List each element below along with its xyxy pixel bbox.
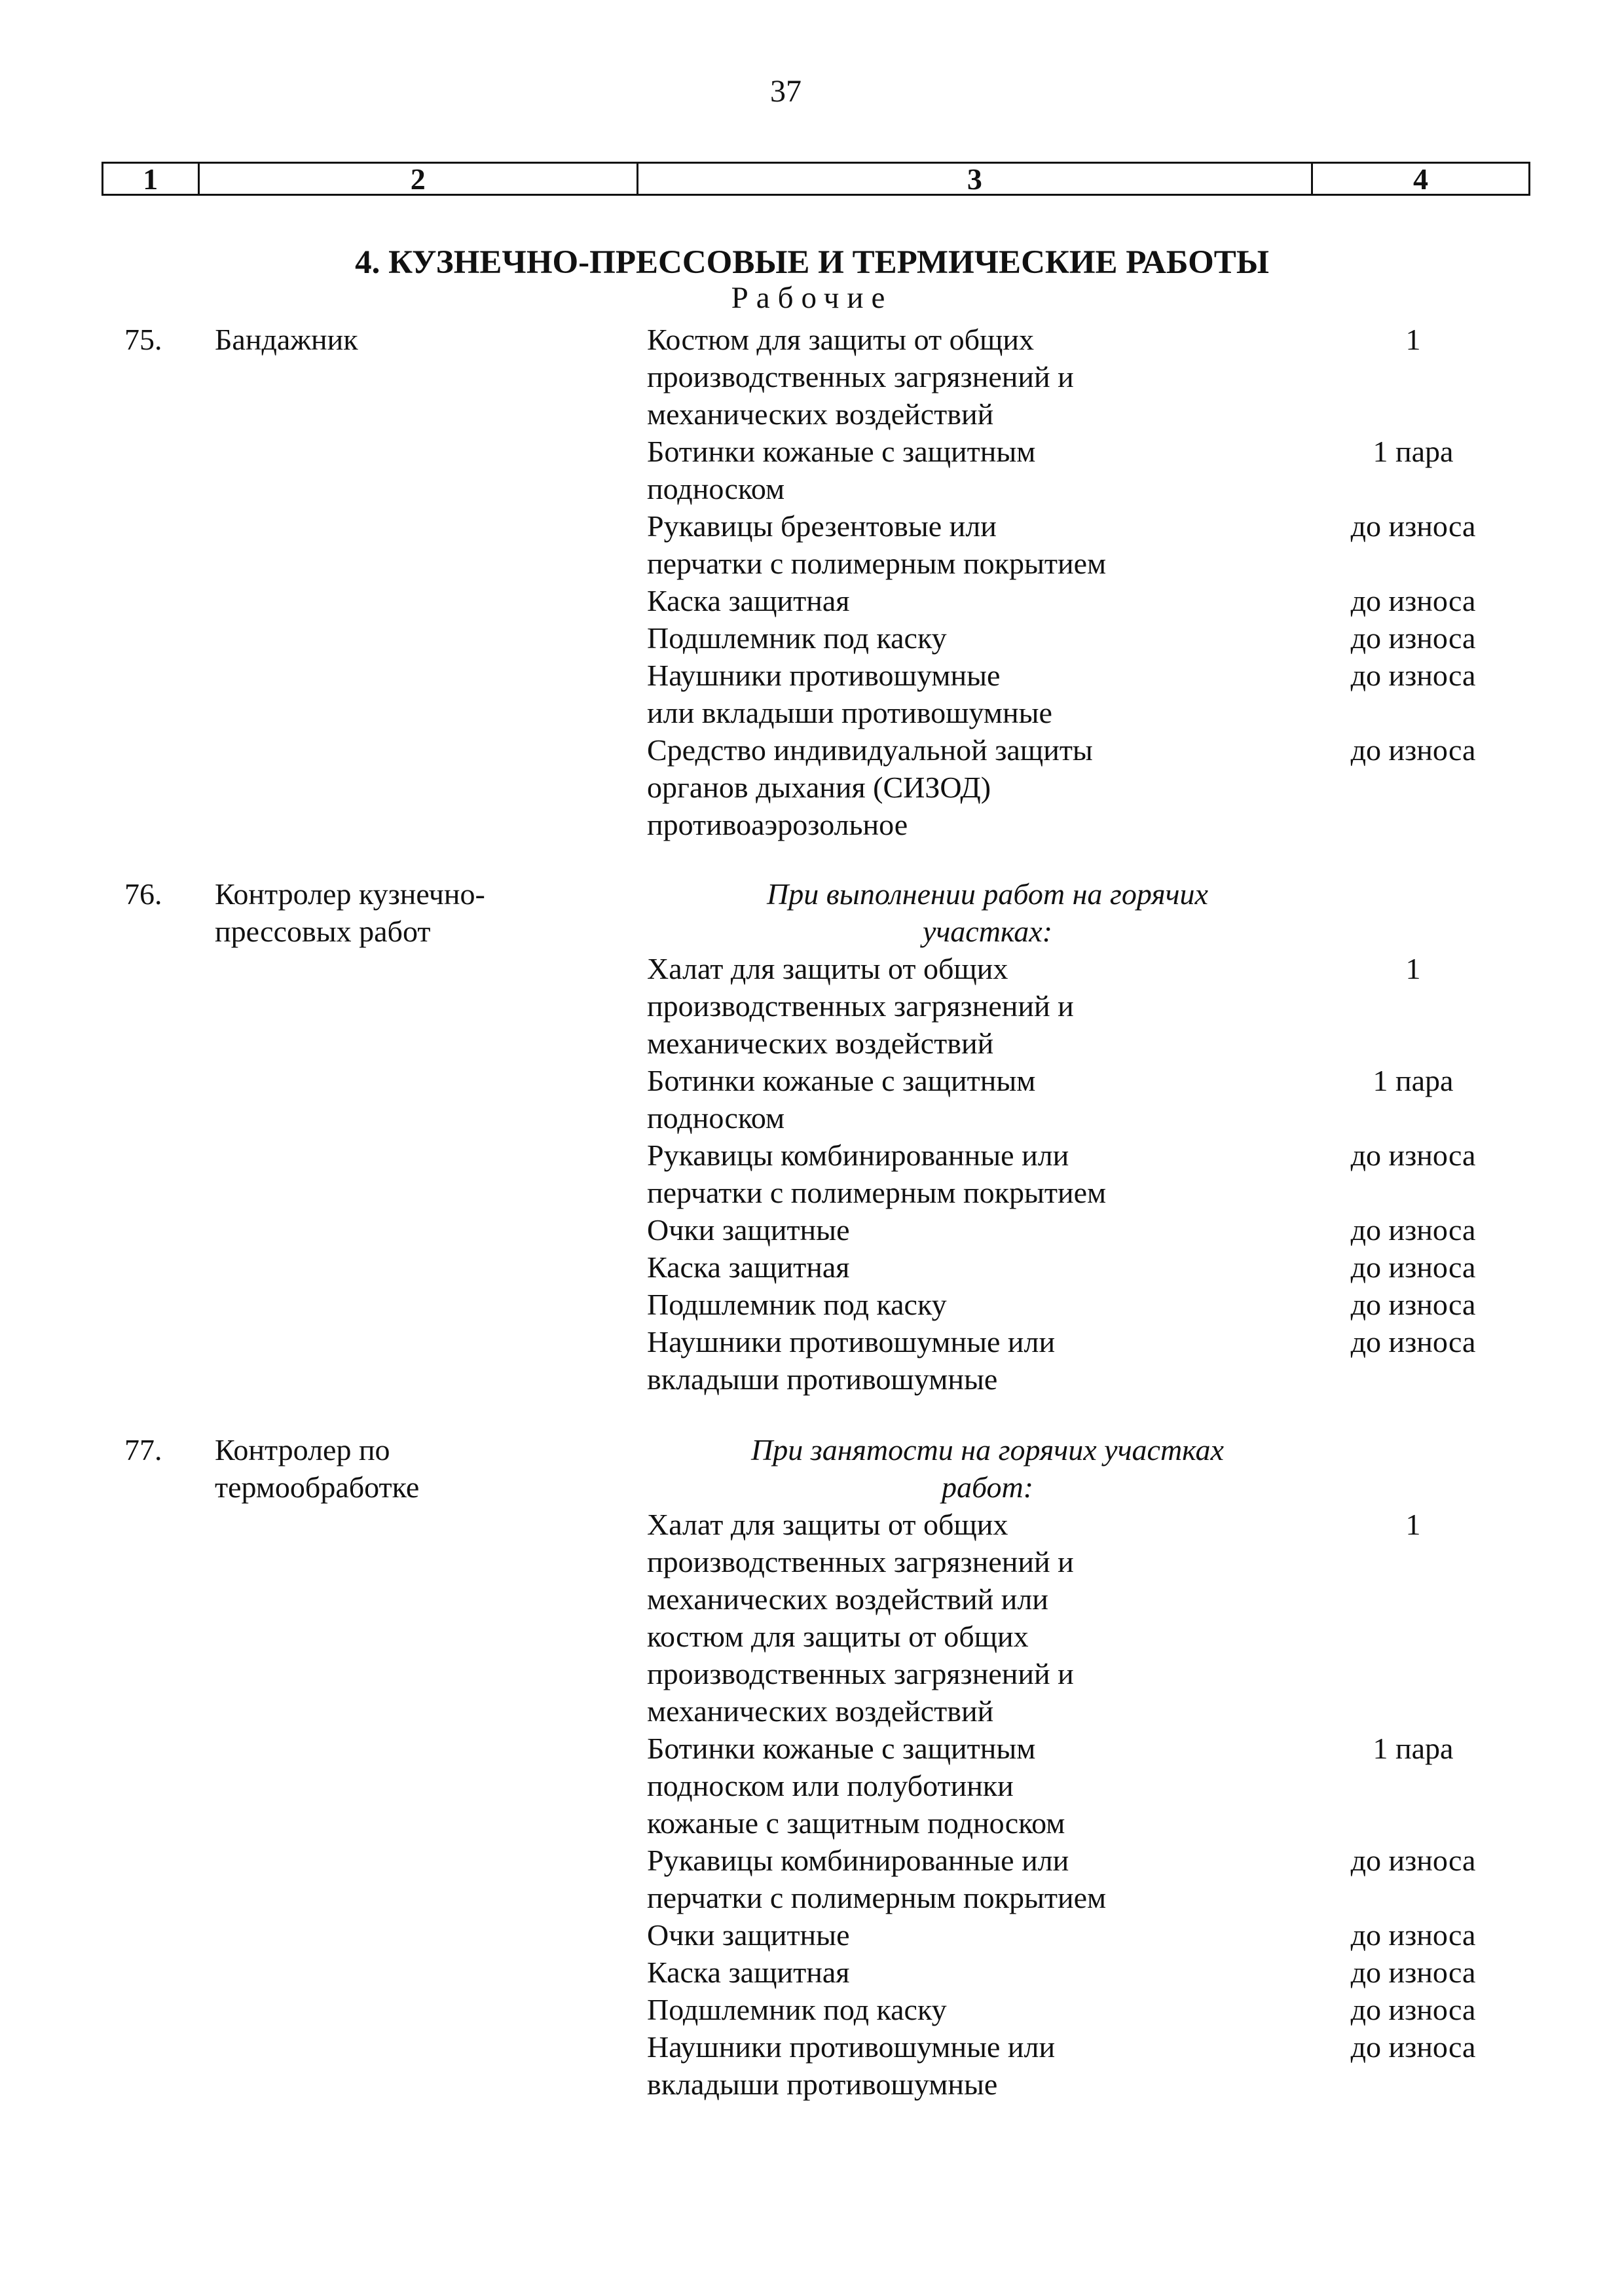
item-quantity: до износа [1350,659,1476,692]
item-name [647,1211,1302,1248]
item-line: Рукавицы комбинированные или [647,1139,1069,1172]
item-line: механических воздействий [647,1694,994,1728]
list-item [647,657,1524,731]
item-name [647,1916,1302,1954]
item-name [647,2028,1302,2103]
entry-number: 77. [124,1433,162,1467]
list-item [647,1506,1524,1730]
item-quantity: 1 пара [1373,435,1454,468]
item-line: Ботинки кожаные с защитным [647,1732,1036,1765]
list-item [647,1248,1524,1286]
list-item [647,1842,1524,1916]
item-quantity: 1 пара [1373,1064,1454,1097]
list-item [647,1730,1524,1842]
item-line: органов дыхания (СИЗОД) [647,771,991,804]
list-item [647,1916,1524,1954]
item-name [647,731,1302,843]
list-item [647,582,1524,619]
item-name [647,1954,1302,1991]
item-name [647,582,1302,619]
list-item [647,2028,1524,2103]
list-item [647,619,1524,657]
item-line: механических воздействий [647,1027,994,1060]
item-line: перчатки с полимерным покрытием [647,1176,1107,1209]
item-line: Наушники противошумные [647,659,1001,692]
list-item [647,1991,1524,2028]
item-name [647,321,1302,433]
item-quantity: до износа [1350,2030,1476,2064]
item-name [647,1842,1302,1916]
item-quantity: до износа [1350,1139,1476,1172]
list-item [647,321,1524,433]
item-line: противоаэрозольное [647,808,908,841]
entry-number: 75. [124,323,162,356]
item-line: Рукавицы брезентовые или [647,509,997,543]
condition-note [647,1431,1328,1506]
note-line: При выполнении работ на горячих [767,877,1208,911]
ppe-items [647,875,1524,1398]
item-name [647,950,1302,1062]
column-header-4: 4 [1412,162,1428,196]
item-line: костюм для защиты от общих [647,1620,1029,1653]
item-line: перчатки с полимерным покрытием [647,547,1107,580]
item-line: Каска защитная [647,1250,850,1284]
item-line: Подшлемник под каску [647,1993,947,2026]
item-line: Наушники противошумные или [647,1325,1056,1358]
item-line: механических воздействий или [647,1582,1048,1616]
list-item [647,433,1524,507]
item-quantity: до износа [1350,1993,1476,2026]
item-name [647,1730,1302,1842]
item-line: производственных загрязнений и [647,1657,1074,1690]
section-subtitle: Рабочие [731,281,893,315]
item-quantity: до износа [1350,621,1476,655]
item-name [647,1248,1302,1286]
list-item [647,950,1524,1062]
column-header-row [101,162,1530,196]
list-item [647,1286,1524,1323]
item-name [647,1137,1302,1211]
note-line: участках: [922,915,1053,948]
item-line: Халат для защиты от общих [647,1508,1008,1541]
item-quantity: до износа [1350,1250,1476,1284]
column-header-2: 2 [200,164,638,194]
item-line: механических воздействий [647,397,994,431]
item-name [647,507,1302,582]
ppe-items [647,1431,1524,2103]
item-quantity: до износа [1350,1325,1476,1358]
item-name [647,1062,1302,1137]
list-item [647,1137,1524,1211]
profession-name [215,875,621,950]
item-line: Костюм для защиты от общих [647,323,1035,356]
list-item [647,731,1524,843]
item-quantity: до износа [1350,1844,1476,1877]
item-quantity: до износа [1350,1213,1476,1247]
item-quantity: до износа [1350,733,1476,767]
item-line: вкладыши противошумные [647,2068,998,2101]
item-name [647,433,1302,507]
item-line: Подшлемник под каску [647,1288,947,1321]
item-line: Каска защитная [647,1956,850,1989]
section-title: 4. КУЗНЕЧНО-ПРЕССОВЫЕ И ТЕРМИЧЕСКИЕ РАБОТЫ [355,244,1269,281]
item-line: Ботинки кожаные с защитным [647,435,1036,468]
item-line: вкладыши противошумные [647,1362,998,1396]
item-line: производственных загрязнений и [647,1545,1074,1578]
item-quantity: 1 [1405,952,1421,985]
item-line: Подшлемник под каску [647,621,947,655]
item-line: кожаные с защитным подноском [647,1806,1065,1840]
item-line: подноском [647,1101,785,1135]
item-line: производственных загрязнений и [647,360,1074,393]
list-item [647,1954,1524,1991]
profession-line: термообработке [215,1470,420,1504]
item-line: или вкладыши противошумные [647,696,1052,729]
item-name [647,1323,1302,1398]
note-line: При занятости на горячих участках [751,1433,1224,1467]
item-name [647,657,1302,731]
item-name [647,1286,1302,1323]
condition-note [647,875,1328,950]
ppe-items [647,321,1524,843]
page-number: 37 [770,74,802,109]
column-header-1: 1 [103,164,200,194]
item-line: Каска защитная [647,584,850,617]
item-quantity: до износа [1350,1918,1476,1952]
list-item [647,1062,1524,1137]
item-line: Халат для защиты от общих [647,952,1008,985]
item-line: Наушники противошумные или [647,2030,1056,2064]
entry-number: 76. [124,877,162,911]
column-header-3: 3 [638,164,1313,194]
item-quantity: 1 [1405,323,1421,356]
item-line: Очки защитные [647,1213,850,1247]
item-line: Ботинки кожаные с защитным [647,1064,1036,1097]
profession-line: Бандажник [215,323,358,356]
item-line: Средство индивидуальной защиты [647,733,1093,767]
item-line: подноском [647,472,785,505]
item-name [647,619,1302,657]
profession-name [215,1431,621,1506]
item-name [647,1506,1302,1730]
list-item [647,507,1524,582]
profession-line: прессовых работ [215,915,431,948]
list-item [647,1323,1524,1398]
profession-name [215,321,621,358]
item-quantity: до износа [1350,1956,1476,1989]
item-quantity: до износа [1350,584,1476,617]
item-line: перчатки с полимерным покрытием [647,1881,1107,1914]
item-line: производственных загрязнений и [647,989,1074,1023]
item-name [647,1991,1302,2028]
profession-line: Контролер кузнечно- [215,877,485,911]
item-line: Рукавицы комбинированные или [647,1844,1069,1877]
note-line: работ: [941,1470,1034,1504]
profession-line: Контролер по [215,1433,390,1467]
list-item [647,1211,1524,1248]
item-quantity: до износа [1350,509,1476,543]
item-quantity: 1 [1405,1508,1421,1541]
item-line: Очки защитные [647,1918,850,1952]
item-line: подноском или полуботинки [647,1769,1014,1802]
item-quantity: 1 пара [1373,1732,1454,1765]
item-quantity: до износа [1350,1288,1476,1321]
